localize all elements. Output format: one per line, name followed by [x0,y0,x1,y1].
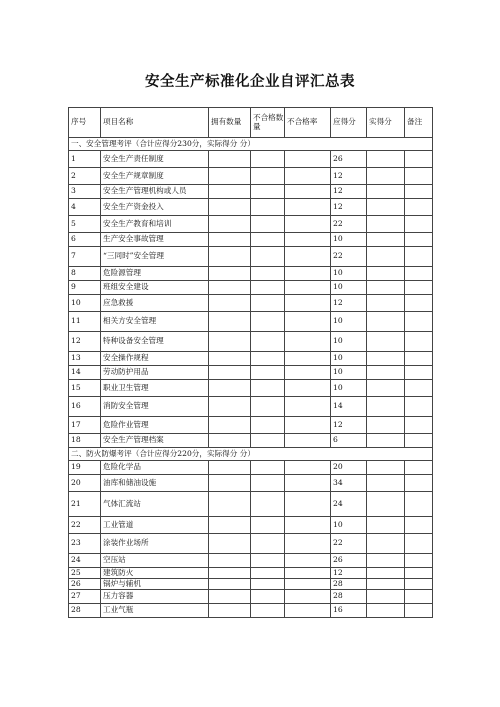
row-note [405,554,433,568]
row-owned [209,492,251,517]
row-fail-qty [251,295,285,312]
row-should-score: 10 [331,233,367,247]
row-note [405,295,433,312]
row-no: 8 [69,267,101,281]
row-should-score: 10 [331,380,367,397]
row-actual-score [367,168,405,185]
row-note [405,332,433,352]
row-item-name: 安全生产教育和培训 [101,216,209,233]
row-owned [209,267,251,281]
row-item-name: 空压站 [101,554,209,568]
row-owned [209,554,251,568]
row-item-name: 安全生产责任制度 [101,151,209,168]
row-note [405,568,433,579]
row-no: 24 [69,554,101,568]
row-item-name: 特种设备安全管理 [101,332,209,352]
row-no: 16 [69,397,101,417]
row-note [405,492,433,517]
row-actual-score [367,397,405,417]
row-fail-rate [285,216,331,233]
row-item-name: 安全操作规程 [101,352,209,366]
header-owned: 拥有数量 [209,108,251,138]
row-no: 13 [69,352,101,366]
row-no: 12 [69,332,101,352]
row-fail-rate [285,267,331,281]
row-owned [209,185,251,199]
row-fail-qty [251,534,285,554]
table-row [69,380,433,397]
row-should-score: 10 [331,517,367,534]
row-owned [209,579,251,590]
header-note: 备注 [405,108,433,138]
row-actual-score [367,579,405,590]
row-should-score: 14 [331,397,367,417]
table-row [69,366,433,380]
row-no: 5 [69,216,101,233]
row-note [405,366,433,380]
row-owned [209,168,251,185]
row-item-name: 工业气瓶 [101,604,209,618]
row-owned [209,216,251,233]
row-item-name: 生产安全事故管理 [101,233,209,247]
row-fail-qty [251,352,285,366]
row-should-score: 12 [331,417,367,434]
row-fail-qty [251,168,285,185]
row-no: 2 [69,168,101,185]
row-fail-rate [285,247,331,267]
row-actual-score [367,267,405,281]
row-actual-score [367,295,405,312]
section-row-fire-explosion [69,448,433,461]
row-fail-rate [285,281,331,295]
section-title: 一、安全管理考评（合计应得分230分，实际得分 分） [69,138,433,151]
row-owned [209,247,251,267]
row-actual-score [367,434,405,448]
row-item-name: 气体汇流站 [101,492,209,517]
header-item: 项目名称 [101,108,209,138]
row-fail-qty [251,380,285,397]
row-actual-score [367,151,405,168]
row-should-score: 10 [331,267,367,281]
row-fail-rate [285,233,331,247]
row-fail-rate [285,352,331,366]
row-fail-qty [251,579,285,590]
table-row [69,417,433,434]
row-actual-score [367,475,405,492]
row-actual-score [367,185,405,199]
row-should-score: 10 [331,281,367,295]
row-owned [209,380,251,397]
header-actual-score: 实得分 [367,108,405,138]
row-actual-score [367,604,405,618]
row-owned [209,397,251,417]
row-note [405,233,433,247]
row-no: 14 [69,366,101,380]
row-should-score: 24 [331,492,367,517]
row-note [405,185,433,199]
table-row [69,554,433,568]
table-row [69,579,433,590]
row-fail-rate [285,312,331,332]
row-note [405,534,433,554]
row-should-score: 28 [331,579,367,590]
row-no: 10 [69,295,101,312]
row-fail-qty [251,397,285,417]
row-should-score: 12 [331,185,367,199]
row-fail-rate [285,579,331,590]
row-item-name: 锅炉与辅机 [101,579,209,590]
row-item-name: 建筑防火 [101,568,209,579]
row-should-score: 12 [331,199,367,216]
row-fail-qty [251,568,285,579]
row-note [405,267,433,281]
row-fail-qty [251,151,285,168]
row-no: 23 [69,534,101,554]
row-should-score: 26 [331,554,367,568]
row-actual-score [367,216,405,233]
row-should-score: 6 [331,434,367,448]
row-fail-qty [251,332,285,352]
row-owned [209,366,251,380]
row-item-name: 油库和储油设施 [101,475,209,492]
row-fail-rate [285,475,331,492]
row-actual-score [367,312,405,332]
row-item-name: 危险源管理 [101,267,209,281]
section-title: 二、防火防爆考评（合计应得分220分，实际得分 分） [69,448,433,461]
row-fail-qty [251,492,285,517]
row-actual-score [367,233,405,247]
row-fail-qty [251,554,285,568]
header-row [69,108,433,138]
row-note [405,579,433,590]
row-actual-score [367,199,405,216]
row-fail-rate [285,332,331,352]
row-item-name: 消防安全管理 [101,397,209,417]
row-item-name: 应急救援 [101,295,209,312]
table-row [69,434,433,448]
row-no: 3 [69,185,101,199]
row-fail-rate [285,185,331,199]
row-owned [209,332,251,352]
row-no: 19 [69,461,101,475]
row-fail-rate [285,568,331,579]
row-note [405,475,433,492]
row-actual-score [367,554,405,568]
row-actual-score [367,568,405,579]
row-owned [209,281,251,295]
row-fail-rate [285,417,331,434]
row-fail-qty [251,233,285,247]
row-owned [209,295,251,312]
section-row-safety-management [69,138,433,151]
row-fail-rate [285,397,331,417]
table-row [69,295,433,312]
row-fail-qty [251,185,285,199]
table-row [69,281,433,295]
row-note [405,352,433,366]
row-actual-score [367,352,405,366]
row-fail-qty [251,267,285,281]
row-should-score: 10 [331,352,367,366]
row-item-name: 安全生产管理档案 [101,434,209,448]
row-no: 26 [69,579,101,590]
row-fail-qty [251,281,285,295]
row-actual-score [367,366,405,380]
row-owned [209,199,251,216]
row-fail-rate [285,168,331,185]
row-note [405,604,433,618]
row-should-score: 22 [331,247,367,267]
row-note [405,247,433,267]
table-row [69,247,433,267]
header-no: 序号 [69,108,101,138]
table-row [69,199,433,216]
row-fail-qty [251,590,285,604]
row-note [405,417,433,434]
row-no: 27 [69,590,101,604]
row-note [405,461,433,475]
row-fail-qty [251,366,285,380]
row-fail-rate [285,199,331,216]
table-row [69,461,433,475]
row-no: 17 [69,417,101,434]
row-no: 15 [69,380,101,397]
row-actual-score [367,417,405,434]
row-no: 6 [69,233,101,247]
row-no: 1 [69,151,101,168]
row-owned [209,461,251,475]
row-actual-score [367,380,405,397]
table-row [69,332,433,352]
row-no: 18 [69,434,101,448]
row-fail-qty [251,417,285,434]
row-fail-rate [285,295,331,312]
row-note [405,434,433,448]
row-owned [209,352,251,366]
row-fail-rate [285,151,331,168]
table-row [69,397,433,417]
row-note [405,216,433,233]
row-fail-rate [285,604,331,618]
row-no: 22 [69,517,101,534]
row-no: 9 [69,281,101,295]
row-item-name: 安全生产规章制度 [101,168,209,185]
row-fail-qty [251,475,285,492]
row-actual-score [367,492,405,517]
row-fail-qty [251,604,285,618]
row-owned [209,604,251,618]
header-fail-rate: 不合格率 [285,108,331,138]
row-should-score: 12 [331,168,367,185]
row-no: 4 [69,199,101,216]
table-row [69,352,433,366]
row-item-name: 劳动防护用品 [101,366,209,380]
row-fail-rate [285,492,331,517]
table-row [69,168,433,185]
header-should-score: 应得分 [331,108,367,138]
row-fail-qty [251,517,285,534]
row-owned [209,517,251,534]
row-fail-rate [285,461,331,475]
row-item-name: 工业管道 [101,517,209,534]
row-no: 7 [69,247,101,267]
row-item-name: 相关方安全管理 [101,312,209,332]
row-note [405,168,433,185]
row-fail-qty [251,199,285,216]
row-actual-score [367,332,405,352]
row-owned [209,534,251,554]
row-should-score: 34 [331,475,367,492]
row-actual-score [367,247,405,267]
header-fail-qty: 不合格数量 [251,108,285,138]
row-fail-qty [251,461,285,475]
row-should-score: 10 [331,332,367,352]
row-owned [209,475,251,492]
row-note [405,517,433,534]
row-note [405,281,433,295]
row-owned [209,312,251,332]
table-row [69,492,433,517]
row-no: 21 [69,492,101,517]
table-row [69,517,433,534]
row-note [405,199,433,216]
row-fail-qty [251,247,285,267]
row-should-score: 16 [331,604,367,618]
row-actual-score [367,281,405,295]
table-row [69,312,433,332]
row-owned [209,417,251,434]
row-item-name: 安全生产管理机构或人员 [101,185,209,199]
row-no: 25 [69,568,101,579]
row-fail-rate [285,554,331,568]
row-item-name: 安全生产资金投入 [101,199,209,216]
row-fail-rate [285,366,331,380]
table-row [69,475,433,492]
row-should-score: 22 [331,534,367,554]
row-no: 28 [69,604,101,618]
row-note [405,397,433,417]
row-owned [209,590,251,604]
row-actual-score [367,534,405,554]
table-row [69,534,433,554]
row-fail-rate [285,590,331,604]
row-note [405,590,433,604]
row-actual-score [367,517,405,534]
row-should-score: 10 [331,312,367,332]
table-row [69,267,433,281]
row-item-name: 压力容器 [101,590,209,604]
row-actual-score [367,590,405,604]
row-item-name: 危险作业管理 [101,417,209,434]
table-row [69,590,433,604]
row-fail-rate [285,434,331,448]
table-row [69,216,433,233]
row-fail-rate [285,380,331,397]
table-row [69,185,433,199]
row-should-score: 22 [331,216,367,233]
row-note [405,312,433,332]
table-row [69,568,433,579]
row-fail-rate [285,534,331,554]
row-item-name: 班组安全建设 [101,281,209,295]
row-item-name: “三同时”安全管理 [101,247,209,267]
row-should-score: 20 [331,461,367,475]
self-evaluation-table [68,107,433,618]
row-fail-qty [251,216,285,233]
row-owned [209,434,251,448]
row-actual-score [367,461,405,475]
page-title: 安全生产标准化企业自评汇总表 [145,74,355,90]
row-should-score: 12 [331,295,367,312]
row-fail-rate [285,517,331,534]
row-should-score: 28 [331,590,367,604]
row-item-name: 涂装作业场所 [101,534,209,554]
row-owned [209,233,251,247]
row-item-name: 危险化学品 [101,461,209,475]
row-no: 20 [69,475,101,492]
row-owned [209,151,251,168]
table-row [69,233,433,247]
table-row [69,151,433,168]
row-owned [209,568,251,579]
row-fail-qty [251,434,285,448]
row-fail-qty [251,312,285,332]
row-note [405,151,433,168]
row-item-name: 职业卫生管理 [101,380,209,397]
row-should-score: 26 [331,151,367,168]
row-should-score: 10 [331,366,367,380]
row-should-score: 12 [331,568,367,579]
row-note [405,380,433,397]
row-no: 11 [69,312,101,332]
table-row [69,604,433,618]
